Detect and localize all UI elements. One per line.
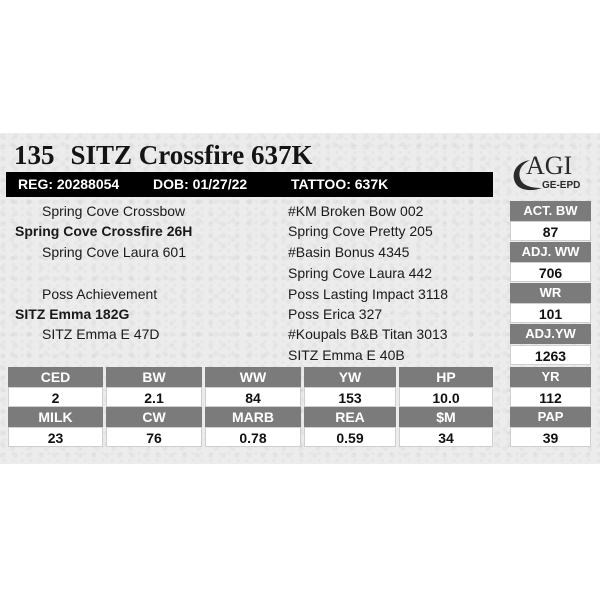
epd-header: HP bbox=[399, 367, 493, 387]
dam-dam: SITZ Emma E 47D bbox=[42, 326, 160, 342]
epd-value: 0.78 bbox=[205, 427, 301, 447]
registration-number: REG: 20288054 bbox=[18, 176, 120, 192]
epd-value-row-2 bbox=[8, 427, 493, 447]
agi-logo bbox=[508, 152, 590, 198]
epd-header-row-1 bbox=[8, 367, 493, 387]
epd-header: $M bbox=[399, 407, 493, 427]
measure-value: 112 bbox=[510, 387, 591, 407]
pedigree-right-item: Spring Cove Laura 442 bbox=[288, 265, 432, 281]
tattoo: TATTOO: 637K bbox=[291, 176, 389, 192]
logo-sub: GE-EPD bbox=[542, 180, 581, 191]
epd-value: 2 bbox=[8, 387, 103, 407]
measure-value: 87 bbox=[510, 221, 591, 241]
pedigree-right-item: #Koupals B&B Titan 3013 bbox=[288, 326, 448, 342]
measure-value: 1263 bbox=[510, 345, 591, 365]
epd-value: 23 bbox=[8, 427, 103, 447]
lot-number: 135 bbox=[14, 140, 55, 170]
epd-header: CED bbox=[8, 367, 103, 387]
measure-label: YR bbox=[510, 367, 591, 387]
dam-sire: Poss Achievement bbox=[42, 286, 158, 302]
measure-label: PAP bbox=[510, 407, 591, 427]
epd-header: YW bbox=[304, 367, 396, 387]
epd-header: MARB bbox=[205, 407, 301, 427]
id-bar bbox=[6, 172, 493, 197]
epd-value: 10.0 bbox=[399, 387, 493, 407]
epd-header: BW bbox=[106, 367, 202, 387]
sire: Spring Cove Crossfire 26H bbox=[15, 223, 193, 239]
pedigree-right-item: #KM Broken Bow 002 bbox=[288, 203, 424, 219]
epd-header: WW bbox=[205, 367, 301, 387]
epd-header: REA bbox=[304, 407, 396, 427]
epd-value: 0.59 bbox=[304, 427, 396, 447]
measure-value: 706 bbox=[510, 262, 591, 282]
pedigree-right-item: SITZ Emma E 40B bbox=[288, 347, 405, 363]
pedigree-right-item: #Basin Bonus 4345 bbox=[288, 244, 410, 260]
measure-label: ADJ. WW bbox=[510, 242, 591, 262]
epd-value: 2.1 bbox=[106, 387, 202, 407]
epd-header: MILK bbox=[8, 407, 103, 427]
measure-label: WR bbox=[510, 283, 591, 303]
pedigree-right-item: Spring Cove Pretty 205 bbox=[288, 223, 433, 239]
pedigree-right-item: Poss Lasting Impact 3118 bbox=[288, 286, 449, 302]
date-of-birth: DOB: 01/27/22 bbox=[153, 176, 248, 192]
sire-sire: Spring Cove Crossbow bbox=[42, 203, 186, 219]
dam: SITZ Emma 182G bbox=[15, 306, 130, 322]
sire-dam: Spring Cove Laura 601 bbox=[42, 244, 186, 260]
epd-value: 76 bbox=[106, 427, 202, 447]
epd-header: CW bbox=[106, 407, 202, 427]
logo-main: AGI bbox=[526, 151, 573, 180]
epd-value: 153 bbox=[304, 387, 396, 407]
measure-value: 39 bbox=[510, 427, 591, 447]
measure-value: 101 bbox=[510, 303, 591, 323]
epd-value-row-1 bbox=[8, 387, 493, 407]
pedigree-right-item: Poss Erica 327 bbox=[288, 306, 383, 322]
measure-label: ADJ.YW bbox=[510, 324, 591, 344]
epd-value: 34 bbox=[399, 427, 493, 447]
animal-name: SITZ Crossfire 637K bbox=[70, 140, 313, 170]
epd-header-row-2 bbox=[8, 407, 493, 427]
measure-label: ACT. BW bbox=[510, 201, 591, 221]
lot-title bbox=[14, 140, 313, 170]
epd-value: 84 bbox=[205, 387, 301, 407]
